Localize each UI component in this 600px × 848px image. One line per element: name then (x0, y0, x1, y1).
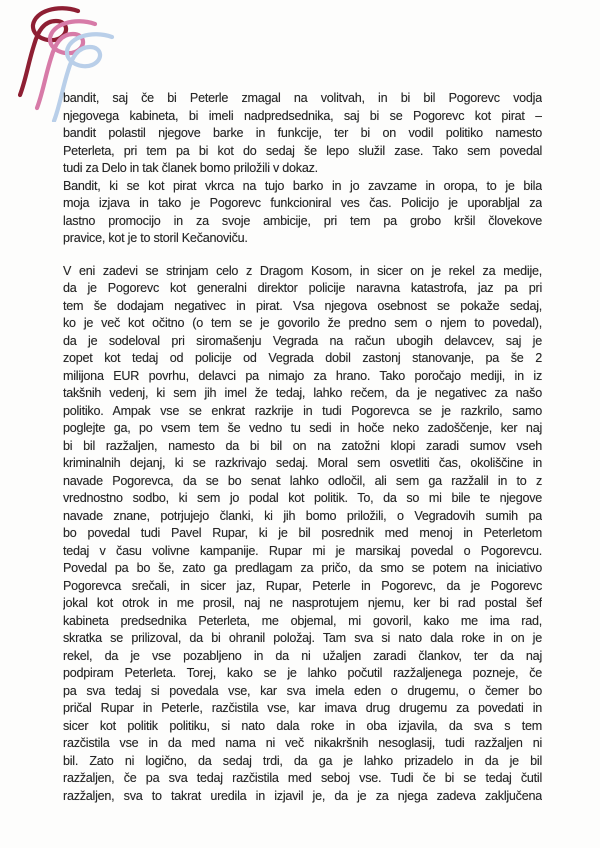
text-line: poglejte ga, po vsem tem še vedno tu sedi in hoče neko zadoščenje, ker naj (63, 421, 542, 435)
text-line: tedaj v času volivne kampanije. Rupar mi je marsikaj povedal o Pogorevcu. (63, 543, 542, 558)
text-line: kabineta predsednika Peterleta, me objemal, mi govoril, kako me ima rad, (63, 613, 542, 628)
text-line: takšnih vedenj, ki sem jih imel že tedaj, lahko rečem, da je negativec za našo (63, 386, 542, 400)
text-line: vrednostno sodbo, ki sem jo podal kot politik. To, da so mi bile te njegove (63, 491, 542, 505)
text-line: navade znane, potrjujejo članki, ki jih bomo priložili, o Vegradovih sumih pa (63, 508, 542, 523)
text-line: razčistila vse in da med nama ni več nikakršnih nesoglasij, tudi razžaljen ni (63, 736, 542, 750)
text-line: da je Pogorevc kot generalni direktor policije naravna katastrofa, jaz pa pri (63, 281, 542, 295)
text-line: V eni zadevi se strinjam celo z Dragom Kosom, in sicer on je rekel za medije, (63, 263, 542, 278)
text-line: njegovega kabineta, bi imeli nadpredsednika, saj bi se Pogorevc kot pirat – (63, 108, 542, 123)
text-line: sicer kot politik politiku, si nato dala roke in oba izjavila, da sva s tem (63, 718, 542, 733)
text-line: rekel, da je vse pozabljeno in da ni užaljen zaradi člankov, ter da naj (63, 648, 542, 663)
text-line: jokal kot otrok in me prosil, naj ne nasprotujem njemu, ker bi rad postal šef (63, 596, 542, 610)
paragraph (63, 263, 542, 806)
text-line: milijona EUR povrhu, delavci pa nimajo za hrano. Tako poročajo mediji, in iz (63, 368, 542, 383)
text-line: pravice, kot je to storil Kečanoviču. (63, 231, 248, 245)
text-line: tudi za Delo in tak članek bomo priložili v dokaz. (63, 161, 318, 175)
paragraph (63, 90, 542, 178)
text-line: lastno promocijo in za svoje ambicije, pri tem pa grobo kršil človekove (63, 213, 542, 228)
paragraph (63, 178, 542, 248)
text-line: bi bil razžaljen, namesto da bi bil on na zatožni klopi zaradi sumov vseh (63, 438, 542, 453)
text-line: bil. Zato ni logično, da sedaj trdi, da ga je lahko prizadelo in da je bil (63, 753, 542, 768)
text-line: pričal Rupar in Peterle, razčistila vse, kar imava drug drugemu za povedati in (63, 701, 542, 715)
text-line: tem še dodajam negativec in pirat. Vsa njegova osebnost se pokaže sedaj, (63, 298, 542, 313)
text-line: da je sodeloval pri siromašenju Vegrada na račun ubogih delavcev, saj je (63, 333, 542, 348)
text-line: navade Pogorevca, da se bo senat lahko odločil, ali sem ga razžalil in to z (63, 473, 542, 488)
text-line: Bandit, ki se kot pirat vkrca na tujo barko in jo zavzame in oropa, to je bila (63, 178, 542, 193)
text-line: Povedal pa bo še, zato ga predlagam za pričo, da smo se potem na iniciativo (63, 561, 542, 575)
text-line: podpiram Peterleta. Torej, kako se je lahko počutil razžaljenega pozneje, če (63, 666, 542, 680)
text-line: pa sva tedaj si povedala vse, kar sva imela eden o drugemu, o čemer bo (63, 683, 542, 698)
text-line: razžaljen, če pa sva tedaj razčistila med seboj vse. Tudi če bi se tedaj čutil (63, 771, 542, 785)
text-line: Peterleta, pri tem pa bi kot do sedaj še lepo služil zase. Tako sem povedal (63, 143, 542, 158)
text-line: bo povedal tudi Pavel Rupar, ki je bil posrednik med menoj in Peterletom (63, 526, 542, 540)
text-line: moja izjava in tako je Pogorevc funkcioniral ves čas. Policijo je uporabljal za (63, 196, 542, 210)
text-line: bandit polastil njegove barke in funkcije, ter bi on vodil politiko namesto (63, 126, 542, 140)
text-line: politiko. Ampak vse se enkrat razkrije in tudi Pogorevca se je razkrilo, samo (63, 403, 542, 418)
text-line: Pogorevca srečali, in sicer jaz, Rupar, Peterle in Pogorevc, da je Pogorevc (63, 578, 542, 593)
text-line: skratka se prilizoval, da bi ohranil položaj. Tam sva si nato dala roke in on je (63, 631, 542, 645)
text-line: razžaljen, sva to takrat uredila in izjavil je, da je za njega zadeva zaključena (63, 788, 542, 803)
text-line: zopet kot tedaj od policije od Vegrada dobil zastonj stanovanje, pa še 2 (63, 351, 542, 365)
document-body (63, 90, 542, 805)
text-line: kriminalnih dejanj, ki se razkrivajo sedaj. Moral sem osvetliti čas, okoliščine in (63, 456, 542, 470)
text-line: bandit, saj če bi Peterle zmagal na volitvah, in bi bil Pogorevc vodja (63, 91, 542, 105)
text-line: ko je več kot očitno (o tem se je govorilo že predno sem o njem to povedal), (63, 316, 542, 330)
